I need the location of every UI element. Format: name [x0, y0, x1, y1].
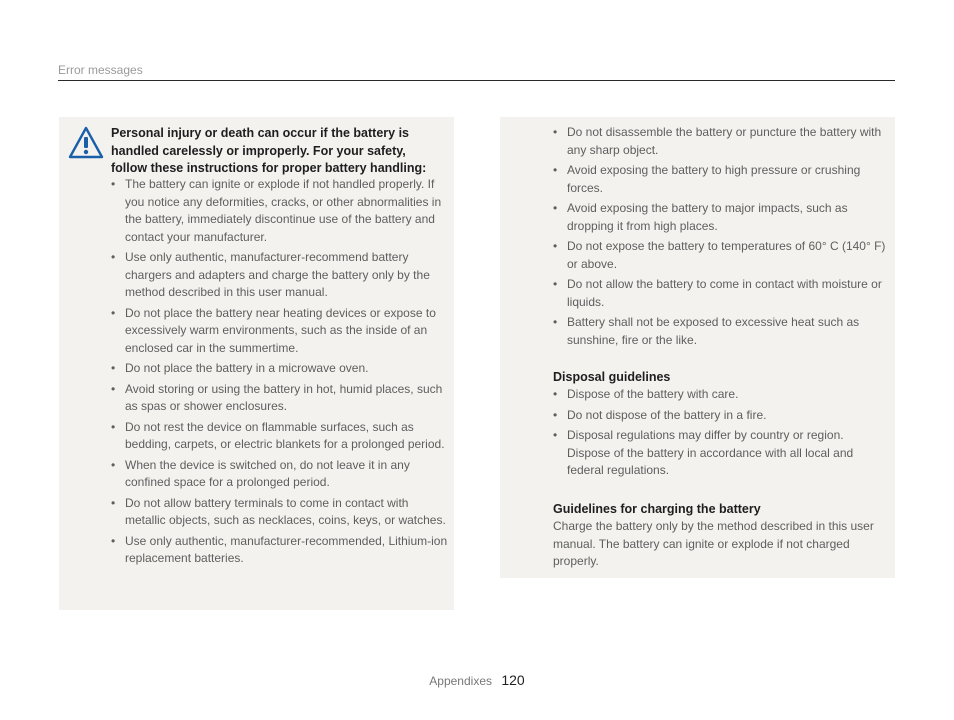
- charging-text: Charge the battery only by the method described in this user manual. The battery can ignite or explode if not charged properly.: [553, 519, 874, 568]
- list-item: • Do not allow the battery to come in contact with moisture or liquids.: [553, 276, 889, 311]
- section-title: Error messages: [58, 63, 143, 77]
- list-item: • The battery can ignite or explode if not handled properly. If you notice any deformities, cracks, or other abnormalities in the battery, immediately discontinue use of the battery and contact your manufacturer.: [111, 176, 449, 246]
- list-item: • Do not place the battery near heating devices or expose to excessively warm environments, such as the inside of an enclosed car in the summertime.: [111, 305, 449, 358]
- disposal-list: [553, 386, 889, 480]
- disposal-guidelines: [553, 369, 889, 483]
- header-divider: [58, 80, 895, 81]
- list-item: • Do not dispose of the battery in a fire.: [553, 407, 889, 425]
- battery-safety-list: [111, 176, 449, 571]
- warning-triangle-icon: [67, 125, 105, 161]
- list-item: • Avoid exposing the battery to major impacts, such as dropping it from high places.: [553, 200, 889, 235]
- battery-handling-list: [553, 124, 889, 352]
- list-item: • Do not disassemble the battery or puncture the battery with any sharp object.: [553, 124, 889, 159]
- list-item: • Battery shall not be exposed to excessive heat such as sunshine, fire or the like.: [553, 314, 889, 349]
- warning-heading: Personal injury or death can occur if the battery is handled carelessly or improperly. For your safety, follow these instructions for proper battery handling:: [111, 126, 427, 175]
- list-item: • Use only authentic, manufacturer-recommended, Lithium-ion replacement batteries.: [111, 533, 449, 568]
- list-item: • Do not place the battery in a microwave oven.: [111, 360, 449, 378]
- list-item: • Dispose of the battery with care.: [553, 386, 889, 404]
- list-item: • Do not rest the device on flammable surfaces, such as bedding, carpets, or electric blankets for a prolonged period.: [111, 419, 449, 454]
- list-item: • Avoid storing or using the battery in hot, humid places, such as spas or shower enclosures.: [111, 381, 449, 416]
- list-item: • Disposal regulations may differ by country or region. Dispose of the battery in accordance with all local and federal regulations.: [553, 427, 889, 480]
- charging-guidelines: [553, 501, 889, 571]
- list-item: • Do not expose the battery to temperatures of 60° C (140° F) or above.: [553, 238, 889, 273]
- footer-section: Appendixes: [429, 674, 492, 688]
- page-number: 120: [501, 672, 525, 688]
- safety-panel-left: [59, 117, 454, 610]
- list-item: • When the device is switched on, do not leave it in any confined space for a prolonged period.: [111, 457, 449, 492]
- disposal-title: Disposal guidelines: [553, 370, 671, 384]
- list-item: • Do not allow battery terminals to come in contact with metallic objects, such as necklaces, coins, keys, or watches.: [111, 495, 449, 530]
- charging-title: Guidelines for charging the battery: [553, 502, 761, 516]
- list-item: • Avoid exposing the battery to high pressure or crushing forces.: [553, 162, 889, 197]
- page-footer: [0, 672, 954, 688]
- list-item: • Use only authentic, manufacturer-recommend battery chargers and adapters and charge the battery only by the method described in this user manual.: [111, 249, 449, 302]
- safety-panel-right: [500, 117, 895, 578]
